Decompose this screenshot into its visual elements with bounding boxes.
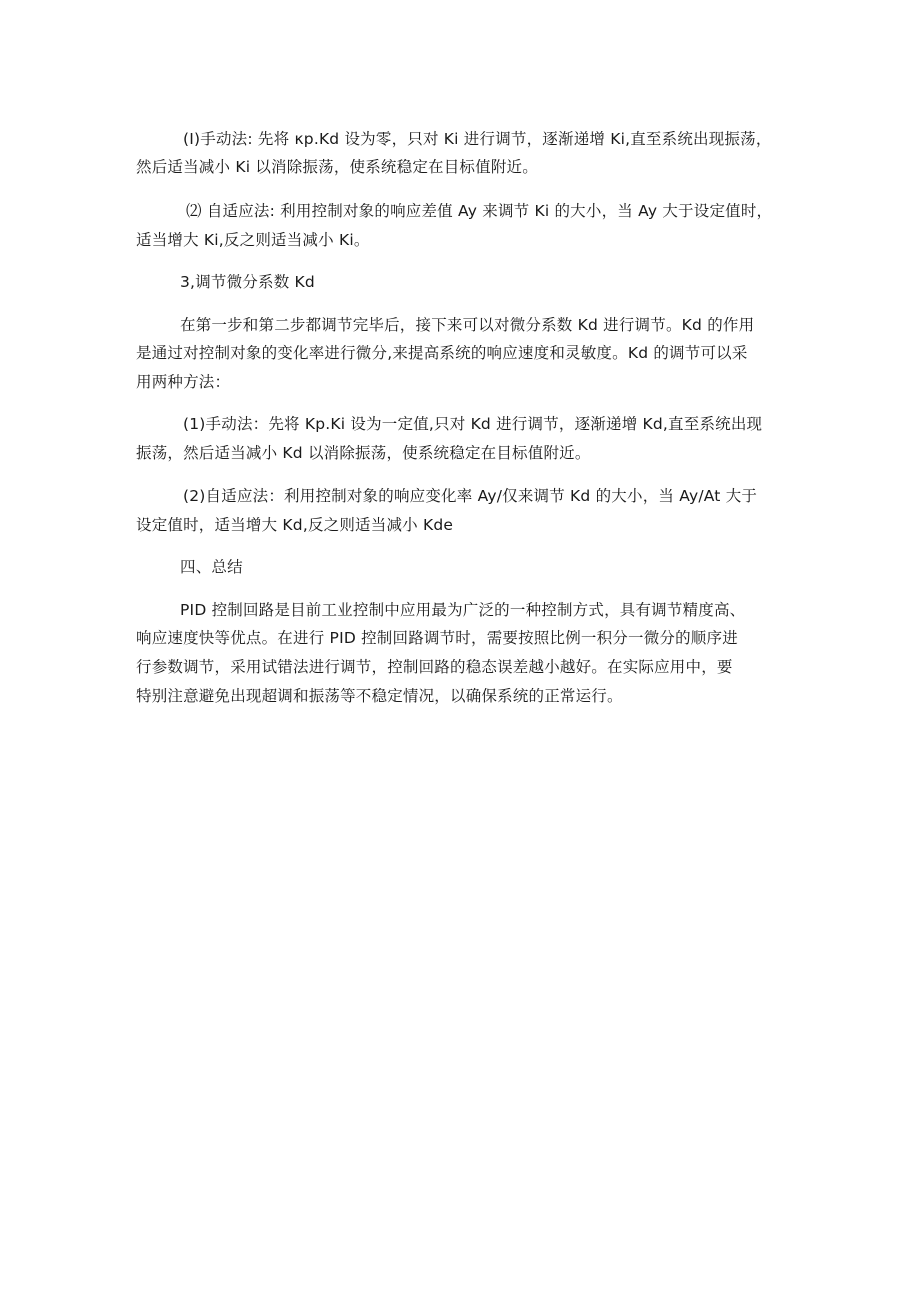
heading-line: 四、总结: [180, 558, 243, 576]
heading-line: 3,调节微分系数 Kd: [180, 273, 315, 291]
text-line: 响应速度快等优点。在进行 PID 控制回路调节时，需要按照比例一积分一微分的顺序进: [136, 629, 738, 647]
text-line: 适当增大 Ki,反之则适当减小 Ki。: [136, 231, 370, 249]
text-line: 特别注意避免出现超调和振荡等不稳定情况，以确保系统的正常运行。: [136, 687, 623, 705]
text-line: 振荡，然后适当减小 Kd 以消除振荡，使系统稳定在目标值附近。: [136, 444, 591, 462]
text-line: PID 控制回路是目前工业控制中应用最为广泛的一种控制方式，具有调节精度高、: [180, 601, 746, 619]
text-line: (2)自适应法：利用控制对象的响应变化率 Ay/仅来调节 Kd 的大小，当 Ay/At 大于: [183, 487, 758, 505]
text-line: 是通过对控制对象的变化率进行微分,来提高系统的响应速度和灵敏度。Kd 的调节可以采: [136, 344, 748, 362]
text-line: ⑵ 自适应法: 利用控制对象的响应差值 Ay 来调节 Ki 的大小，当 Ay 大于设定值时，: [186, 202, 773, 220]
text-line: (1)手动法：先将 Kp.Ki 设为一定值,只对 Kd 进行调节，逐渐递增 Kd,直至系统出现: [183, 415, 763, 433]
text-line: (I)手动法: 先将 κp.Kd 设为零，只对 Ki 进行调节，逐渐递增 Ki,直至系统出现振荡，: [183, 130, 772, 148]
text-line: 用两种方法：: [136, 373, 231, 391]
text-line: 然后适当减小 Ki 以消除振荡，使系统稳定在目标值附近。: [136, 158, 538, 176]
text-line: 设定值时，适当增大 Kd,反之则适当减小 Kde: [136, 516, 454, 534]
text-line: 行参数调节，采用试错法进行调节，控制回路的稳态误差越小越好。在实际应用中，要: [136, 658, 733, 676]
text-line: 在第一步和第二步都调节完毕后，接下来可以对微分系数 Kd 进行调节。Kd 的作用: [180, 316, 755, 334]
